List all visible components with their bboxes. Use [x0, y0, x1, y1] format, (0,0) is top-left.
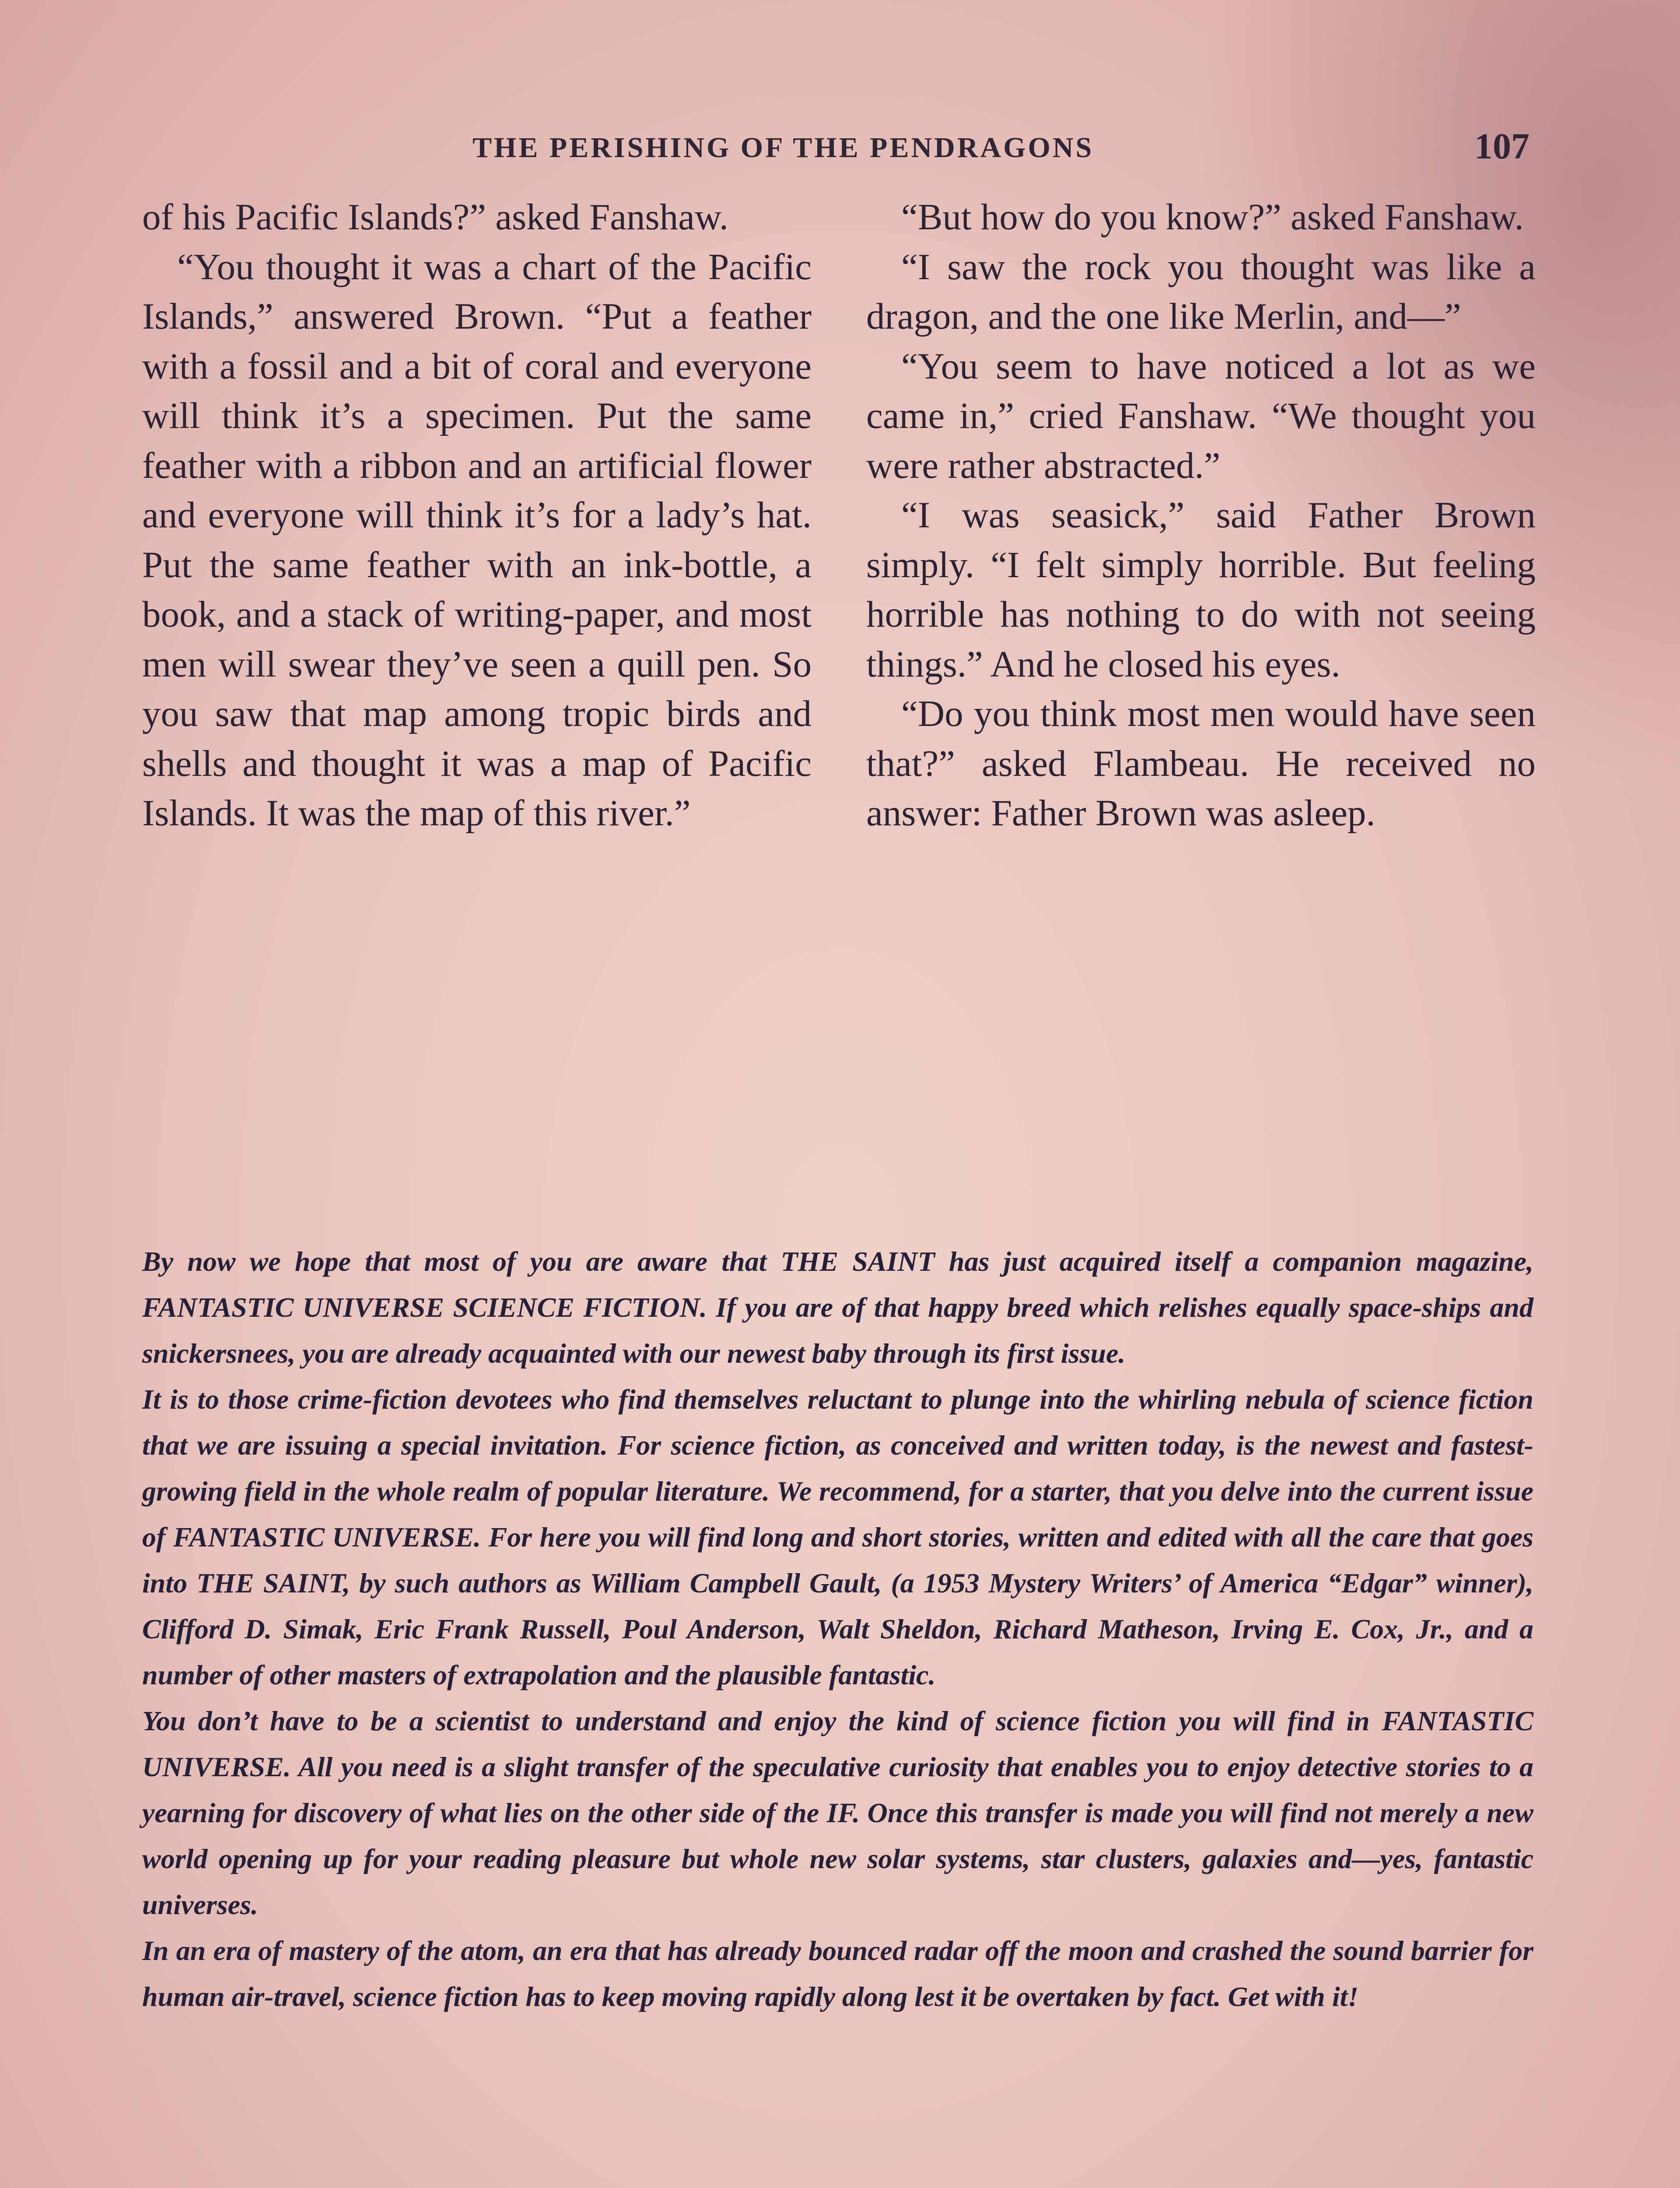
editorial-paragraph: It is to those crime-fiction devotees who find themselves reluctant to plunge into the whirling nebula of science fiction that we are issuing a special invitation. For science fiction, as conceived and written today, is the newest and fastest-growing field in the whole realm of popular literature. We recommend, for a starter, that you delve into the current issue of FANTASTIC UNIVERSE. For here you will find long and short stories, written and edited with all the care that goes into THE SAINT, by such authors as William Campbell Gault, (a 1953 Mystery Writers’ of America “Edgar” winner), Clifford D. Simak, Eric Frank Russell, Poul Anderson, Walt Sheldon, Richard Matheson, Irving E. Cox, Jr., and a number of other masters of extrapolation and the plausible fantastic.: [142, 1384, 1533, 1690]
story-paragraph: “You seem to have noticed a lot as we came in,” cried Fanshaw. “We thought you were rather abstracted.”: [866, 345, 1536, 486]
editorial-paragraph: You don’t have to be a scientist to understand and enjoy the kind of science fiction you will find in FANTASTIC UNIVERSE. All you need is a slight transfer of the speculative curiosity that enables you to enjoy detective stories to a yearning for discovery of what lies on the other side of the IF. Once this transfer is made you will find not merely a new world opening up for your reading pleasure but whole new solar systems, star clusters, galaxies and—yes, fantastic universes.: [142, 1705, 1533, 1920]
story-paragraph: “But how do you know?” asked Fanshaw.: [901, 196, 1524, 238]
story-paragraph: “You thought it was a chart of the Pacific Islands,” answered Brown. “Put a feather with a fossil and a bit of coral and everyone will think it’s a specimen. Put the same feather with a ribbon and an artificial flower and everyone will think it’s for a lady’s hat. Put the same feather with an ink-bottle, a book, and a stack of writing-paper, and most men will swear they’ve seen a quill pen. So you saw that map among tropic birds and shells and thought it was a map of Pacific Islands. It was the map of this river.”: [142, 246, 812, 834]
running-title: THE PERISHING OF THE PENDRAGONS: [472, 132, 1094, 164]
editorial-note: [142, 1238, 1533, 2020]
story-left-column: [142, 193, 812, 838]
story-paragraph: “I saw the rock you thought was like a dragon, and the one like Merlin, and—”: [866, 246, 1536, 337]
story-paragraph: “Do you think most men would have seen that?” asked Flambeau. He received no answer: Father Brown was asleep.: [866, 693, 1536, 834]
editorial-paragraph: In an era of mastery of the atom, an era that has already bounced radar off the moon and crashed the sound barrier for human air-travel, science fiction has to keep moving rapidly along lest it be overtaken by fact. Get with it!: [142, 1935, 1533, 2012]
page-number: 107: [1474, 126, 1530, 167]
story-paragraph: of his Pacific Islands?” asked Fanshaw.: [142, 196, 728, 238]
story-right-column: [866, 193, 1536, 838]
editorial-paragraph: By now we hope that most of you are aware that THE SAINT has just acquired itself a companion magazine, FANTASTIC UNIVERSE SCIENCE FICTION. If you are of that happy breed which relishes equally space-ships and snickersnees, you are already acquainted with our newest baby through its first issue.: [142, 1246, 1533, 1369]
story-paragraph: “I was seasick,” said Father Brown simply. “I felt simply horrible. But feeling horrible has nothing to do with not seeing things.” And he closed his eyes.: [866, 494, 1536, 685]
